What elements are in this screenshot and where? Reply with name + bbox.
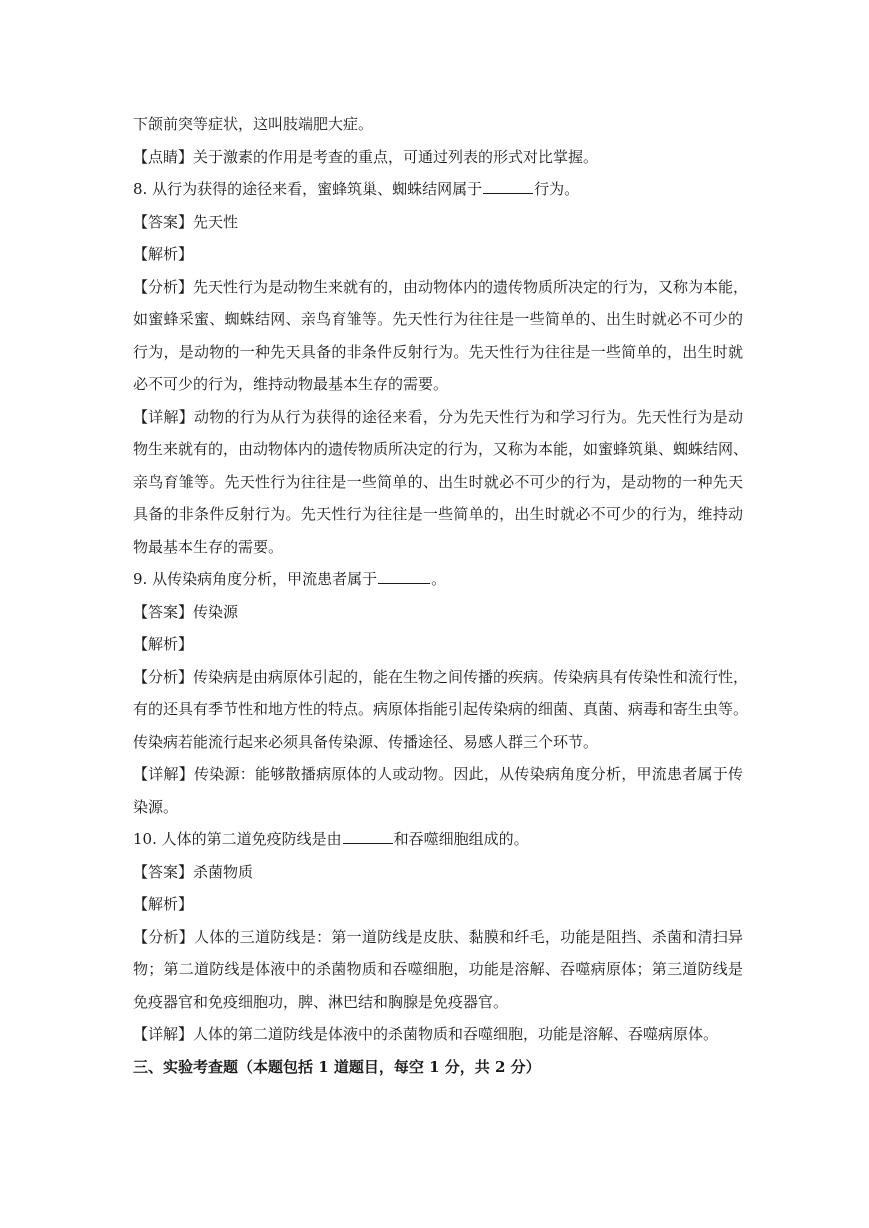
text-line: 下颌前突等症状，这叫肢端肥大症。	[133, 115, 374, 133]
question-8-analysis-line: 如蜜蜂采蜜、蜘蛛结网、亲鸟育雏等。先天性行为往往是一些简单的、出生时就必不可少的	[133, 310, 743, 328]
question-8-detail-line: 具备的非条件反射行为。先天性行为往往是一些简单的，出生时就必不可少的行为，维持动	[133, 505, 743, 523]
question-10-stem-end: 和吞噬细胞组成的。	[393, 830, 529, 848]
question-9-analysis-line: 传染病若能流行起来必须具备传染源、传播途径、易感人群三个环节。	[133, 732, 599, 751]
question-8-stem-end: 行为。	[534, 180, 580, 198]
question-9-stem-end: 。	[431, 570, 447, 588]
question-8-analysis-line: 行为，是动物的一种先天具备的非条件反射行为。先天性行为往往是一些简单的，出生时就	[133, 342, 743, 361]
question-9-analysis-line: 有的还具有季节性和地方性的特点。病原体指能引起传染病的细菌、真菌、病毒和寄生虫等。	[133, 700, 749, 718]
answer-blank	[378, 569, 430, 584]
question-8-answer: 【答案】先天性	[133, 212, 239, 231]
question-8-analysis-line: 【分析】先天性行为是动物生来就有的，由动物体内的遗传物质所决定的行为，又称为本能，	[133, 277, 749, 296]
question-8-detail-line: 亲鸟育雏等。先天性行为往往是一些简单的、出生时就必不可少的行为，是动物的一种先天	[133, 472, 743, 491]
question-9-analysis-line: 【分析】传染病是由病原体引起的，能在生物之间传播的疾病。传染病具有传染性和流行性，	[133, 667, 749, 686]
answer-blank	[343, 829, 393, 844]
question-10-detail-line: 【详解】人体的第二道防线是体液中的杀菌物质和吞噬细胞，功能是溶解、吞噬病原体。	[133, 1025, 719, 1043]
question-8-analysis-line: 必不可少的行为，维持动物最基本生存的需要。	[133, 375, 449, 393]
answer-blank	[483, 179, 533, 194]
document-content	[133, 108, 749, 1083]
section-heading: 三、实验考查题（本题包括 1 道题目，每空 1 分，共 2 分）	[133, 1057, 541, 1076]
question-8-detail-line: 物生来就有的，由动物体内的遗传物质所决定的行为，又称为本能，如蜜蜂筑巢、蜘蛛结网、	[133, 440, 749, 458]
question-10-analysis-line: 免疫器官和免疫细胞功，脾、淋巴结和胸腺是免疫器官。	[133, 992, 509, 1011]
question-8-stem: 8. 从行为获得的途径来看，蜜蜂筑巢、蜘蛛结网属于	[133, 180, 483, 198]
question-8	[133, 173, 743, 206]
question-10-jiexi: 【解析】	[133, 895, 194, 913]
question-9-detail-line: 染源。	[133, 797, 179, 816]
question-10	[133, 823, 743, 856]
dianjing-note: 【点睛】关于激素的作用是考查的重点，可通过列表的形式对比掌握。	[133, 147, 599, 166]
question-9-answer: 【答案】传染源	[133, 602, 239, 621]
question-9	[133, 563, 743, 596]
question-10-stem: 10. 人体的第二道免疫防线是由	[133, 830, 342, 848]
question-10-analysis-line: 【分析】人体的三道防线是：第一道防线是皮肤、黏膜和纤毛，功能是阻挡、杀菌和清扫异	[133, 927, 743, 946]
question-8-detail-line: 【详解】动物的行为从行为获得的途径来看，分为先天性行为和学习行为。先天性行为是动	[133, 407, 743, 426]
question-10-analysis-line: 物；第二道防线是体液中的杀菌物质和吞噬细胞，功能是溶解、吞噬病原体；第三道防线是	[133, 960, 743, 978]
question-10-answer: 【答案】杀菌物质	[133, 862, 254, 881]
question-9-jiexi: 【解析】	[133, 635, 194, 653]
question-8-detail-line: 物最基本生存的需要。	[133, 537, 284, 556]
question-9-detail-line: 【详解】传染源：能够散播病原体的人或动物。因此，从传染病角度分析，甲流患者属于传	[133, 765, 743, 783]
question-8-jiexi: 【解析】	[133, 245, 194, 263]
question-9-stem: 9. 从传染病角度分析，甲流患者属于	[133, 570, 378, 588]
